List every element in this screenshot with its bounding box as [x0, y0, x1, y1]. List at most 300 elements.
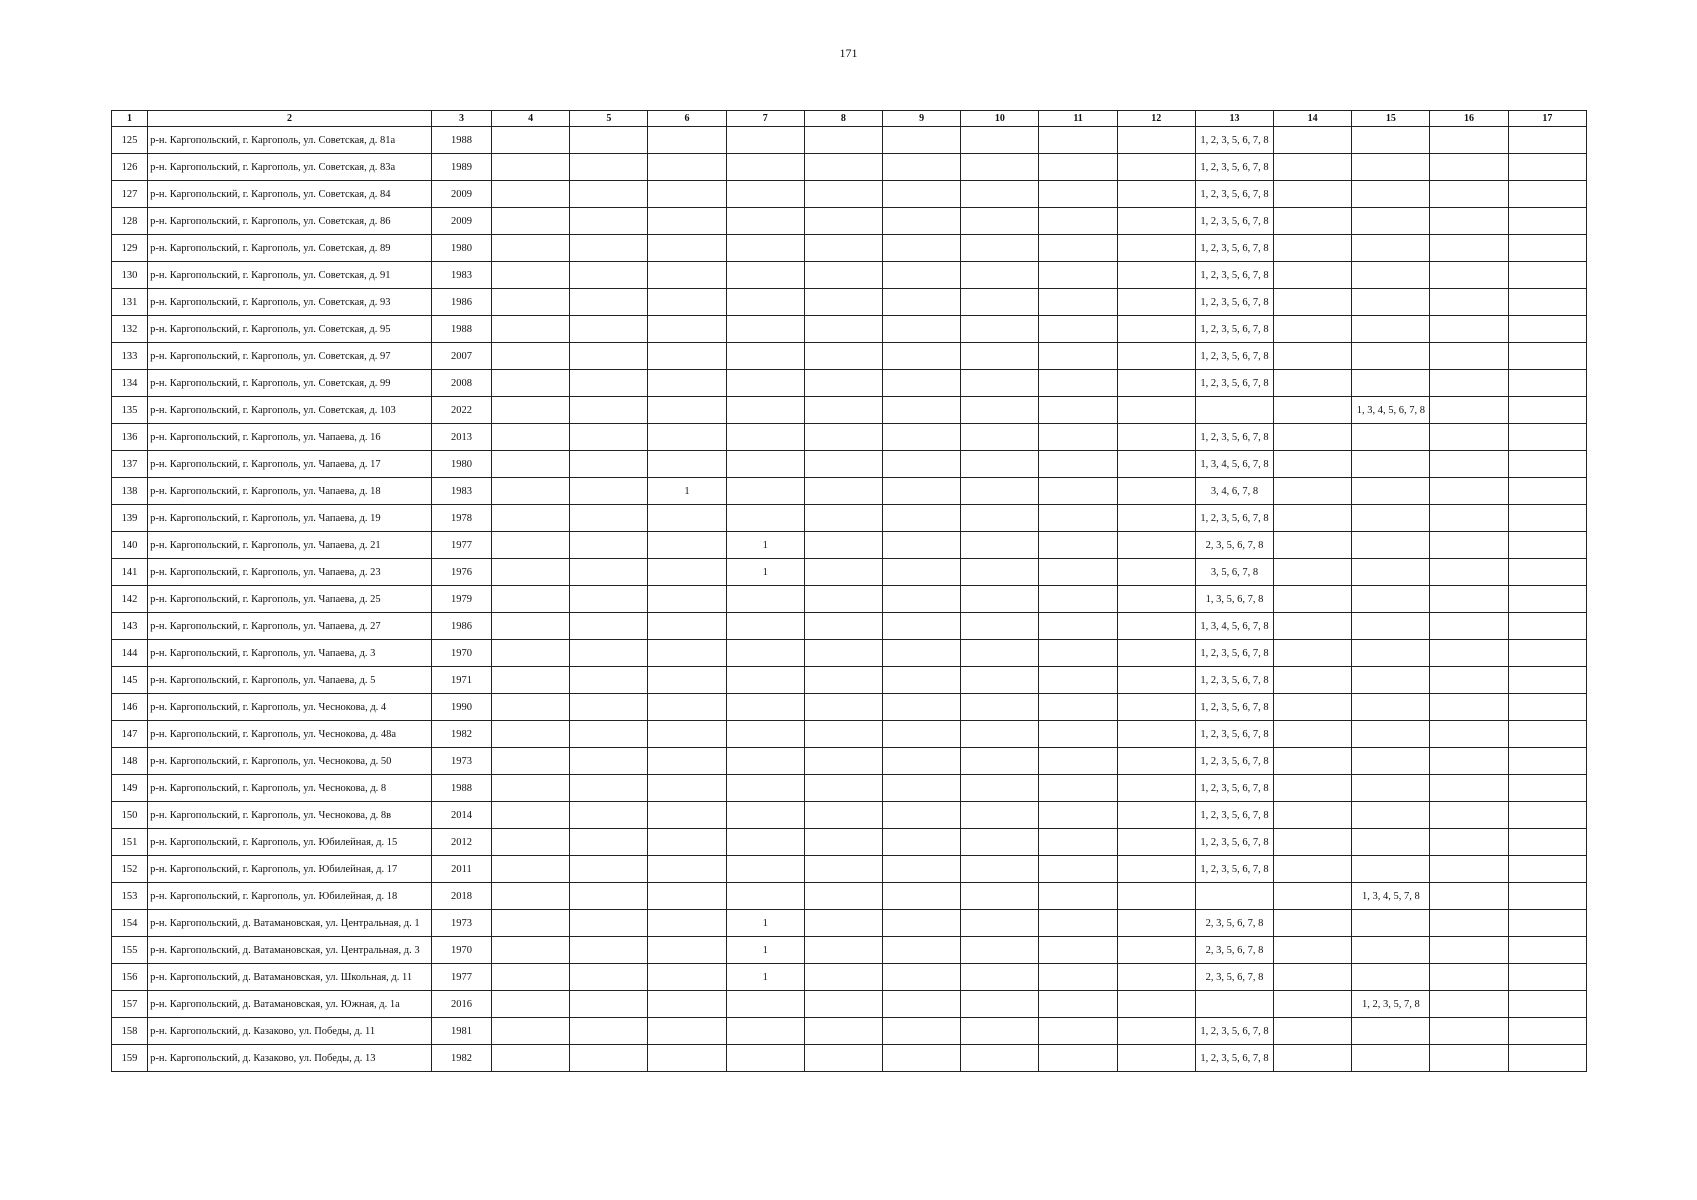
table-row: [112, 1045, 1587, 1072]
col-15-cell: [1352, 586, 1430, 613]
col-4-cell: [492, 478, 570, 505]
col-9-cell: [883, 370, 961, 397]
col-17-cell: [1508, 775, 1586, 802]
column-header-10: 10: [961, 111, 1039, 127]
col-17-cell: [1508, 235, 1586, 262]
col-14-cell: [1274, 748, 1352, 775]
registry-table: [111, 110, 1587, 1072]
year-cell: 1988: [431, 316, 491, 343]
col-16-cell: [1430, 343, 1508, 370]
address-cell: р-н. Каргопольский, г. Каргополь, ул. Советская, д. 99: [148, 370, 432, 397]
address-cell: р-н. Каргопольский, д. Ватамановская, ул. Южная, д. 1а: [148, 991, 432, 1018]
col-10-cell: [961, 694, 1039, 721]
col-4-cell: [492, 181, 570, 208]
row-number: 128: [112, 208, 148, 235]
col-15-cell: [1352, 127, 1430, 154]
col-9-cell: [883, 235, 961, 262]
col-4-cell: [492, 262, 570, 289]
col-12-cell: [1117, 316, 1195, 343]
col-17-cell: [1508, 802, 1586, 829]
col-16-cell: [1430, 559, 1508, 586]
col-7-cell: [726, 856, 804, 883]
col-16-cell: [1430, 1018, 1508, 1045]
year-cell: 1970: [431, 937, 491, 964]
col-15-cell: [1352, 640, 1430, 667]
col-12-cell: [1117, 910, 1195, 937]
table-row: [112, 910, 1587, 937]
col-15-cell: [1352, 154, 1430, 181]
col-17-cell: [1508, 1018, 1586, 1045]
address-cell: р-н. Каргопольский, г. Каргополь, ул. Чеснокова, д. 4: [148, 694, 432, 721]
col-10-cell: [961, 154, 1039, 181]
col-5-cell: [570, 505, 648, 532]
column-header-17: 17: [1508, 111, 1586, 127]
col-5-cell: [570, 154, 648, 181]
col-16-cell: [1430, 505, 1508, 532]
col-4-cell: [492, 235, 570, 262]
year-cell: 2013: [431, 424, 491, 451]
col-11-cell: [1039, 370, 1117, 397]
col-7-cell: [726, 667, 804, 694]
col-10-cell: [961, 343, 1039, 370]
col-8-cell: [804, 208, 882, 235]
col-4-cell: [492, 289, 570, 316]
year-cell: 1989: [431, 154, 491, 181]
col-16-cell: [1430, 181, 1508, 208]
col-17-cell: [1508, 829, 1586, 856]
col-9-cell: [883, 883, 961, 910]
row-number: 146: [112, 694, 148, 721]
col-15-cell: [1352, 667, 1430, 694]
col-10-cell: [961, 613, 1039, 640]
row-number: 132: [112, 316, 148, 343]
col-13-cell: 1, 2, 3, 5, 6, 7, 8: [1195, 289, 1273, 316]
row-number: 159: [112, 1045, 148, 1072]
col-13-cell: [1195, 397, 1273, 424]
col-13-cell: 1, 2, 3, 5, 6, 7, 8: [1195, 235, 1273, 262]
row-number: 157: [112, 991, 148, 1018]
col-12-cell: [1117, 478, 1195, 505]
col-7-cell: [726, 748, 804, 775]
col-14-cell: [1274, 343, 1352, 370]
col-6-cell: [648, 559, 726, 586]
address-cell: р-н. Каргопольский, д. Казаково, ул. Победы, д. 11: [148, 1018, 432, 1045]
col-12-cell: [1117, 343, 1195, 370]
col-10-cell: [961, 937, 1039, 964]
table-row: [112, 424, 1587, 451]
col-12-cell: [1117, 397, 1195, 424]
address-cell: р-н. Каргопольский, г. Каргополь, ул. Чапаева, д. 18: [148, 478, 432, 505]
col-4-cell: [492, 721, 570, 748]
col-8-cell: [804, 856, 882, 883]
col-11-cell: [1039, 775, 1117, 802]
col-12-cell: [1117, 829, 1195, 856]
col-5-cell: [570, 289, 648, 316]
col-14-cell: [1274, 181, 1352, 208]
col-13-cell: 1, 2, 3, 5, 6, 7, 8: [1195, 505, 1273, 532]
col-4-cell: [492, 829, 570, 856]
col-8-cell: [804, 613, 882, 640]
col-16-cell: [1430, 478, 1508, 505]
col-15-cell: 1, 2, 3, 5, 7, 8: [1352, 991, 1430, 1018]
col-6-cell: 1: [648, 478, 726, 505]
col-6-cell: [648, 451, 726, 478]
year-cell: 1977: [431, 532, 491, 559]
col-14-cell: [1274, 1045, 1352, 1072]
row-number: 131: [112, 289, 148, 316]
col-16-cell: [1430, 154, 1508, 181]
table-row: [112, 964, 1587, 991]
col-8-cell: [804, 235, 882, 262]
col-5-cell: [570, 991, 648, 1018]
col-13-cell: 3, 5, 6, 7, 8: [1195, 559, 1273, 586]
col-6-cell: [648, 343, 726, 370]
col-4-cell: [492, 667, 570, 694]
col-4-cell: [492, 748, 570, 775]
col-11-cell: [1039, 829, 1117, 856]
col-13-cell: 1, 2, 3, 5, 6, 7, 8: [1195, 154, 1273, 181]
col-12-cell: [1117, 451, 1195, 478]
col-17-cell: [1508, 127, 1586, 154]
col-10-cell: [961, 505, 1039, 532]
col-14-cell: [1274, 127, 1352, 154]
address-cell: р-н. Каргопольский, г. Каргополь, ул. Чеснокова, д. 50: [148, 748, 432, 775]
col-5-cell: [570, 127, 648, 154]
year-cell: 2008: [431, 370, 491, 397]
col-9-cell: [883, 505, 961, 532]
col-14-cell: [1274, 856, 1352, 883]
col-16-cell: [1430, 424, 1508, 451]
col-14-cell: [1274, 397, 1352, 424]
col-6-cell: [648, 910, 726, 937]
col-7-cell: [726, 262, 804, 289]
col-13-cell: 1, 2, 3, 5, 6, 7, 8: [1195, 721, 1273, 748]
col-11-cell: [1039, 127, 1117, 154]
col-7-cell: [726, 127, 804, 154]
col-11-cell: [1039, 289, 1117, 316]
col-4-cell: [492, 127, 570, 154]
col-5-cell: [570, 694, 648, 721]
col-15-cell: [1352, 775, 1430, 802]
row-number: 150: [112, 802, 148, 829]
col-14-cell: [1274, 505, 1352, 532]
col-5-cell: [570, 883, 648, 910]
col-5-cell: [570, 802, 648, 829]
table-row: [112, 262, 1587, 289]
col-4-cell: [492, 370, 570, 397]
col-12-cell: [1117, 964, 1195, 991]
col-9-cell: [883, 640, 961, 667]
col-12-cell: [1117, 1045, 1195, 1072]
col-12-cell: [1117, 667, 1195, 694]
col-6-cell: [648, 586, 726, 613]
row-number: 125: [112, 127, 148, 154]
col-7-cell: 1: [726, 910, 804, 937]
col-13-cell: 1, 2, 3, 5, 6, 7, 8: [1195, 802, 1273, 829]
col-14-cell: [1274, 532, 1352, 559]
col-12-cell: [1117, 613, 1195, 640]
col-9-cell: [883, 1018, 961, 1045]
col-12-cell: [1117, 559, 1195, 586]
col-8-cell: [804, 937, 882, 964]
col-10-cell: [961, 640, 1039, 667]
col-4-cell: [492, 802, 570, 829]
col-15-cell: [1352, 316, 1430, 343]
col-10-cell: [961, 397, 1039, 424]
col-9-cell: [883, 532, 961, 559]
col-10-cell: [961, 586, 1039, 613]
table-row: [112, 289, 1587, 316]
col-12-cell: [1117, 532, 1195, 559]
col-11-cell: [1039, 910, 1117, 937]
col-10-cell: [961, 775, 1039, 802]
col-10-cell: [961, 262, 1039, 289]
col-9-cell: [883, 1045, 961, 1072]
col-4-cell: [492, 883, 570, 910]
address-cell: р-н. Каргопольский, г. Каргополь, ул. Советская, д. 91: [148, 262, 432, 289]
col-8-cell: [804, 640, 882, 667]
col-7-cell: [726, 1045, 804, 1072]
table-row: [112, 721, 1587, 748]
column-header-15: 15: [1352, 111, 1430, 127]
col-12-cell: [1117, 424, 1195, 451]
col-16-cell: [1430, 667, 1508, 694]
table-row: [112, 370, 1587, 397]
col-16-cell: [1430, 451, 1508, 478]
col-11-cell: [1039, 181, 1117, 208]
col-15-cell: [1352, 343, 1430, 370]
col-11-cell: [1039, 154, 1117, 181]
table-row: [112, 1018, 1587, 1045]
col-7-cell: [726, 1018, 804, 1045]
address-cell: р-н. Каргопольский, г. Каргополь, ул. Чапаева, д. 19: [148, 505, 432, 532]
col-10-cell: [961, 478, 1039, 505]
col-10-cell: [961, 883, 1039, 910]
col-17-cell: [1508, 667, 1586, 694]
col-11-cell: [1039, 235, 1117, 262]
col-10-cell: [961, 748, 1039, 775]
address-cell: р-н. Каргопольский, г. Каргополь, ул. Чеснокова, д. 48а: [148, 721, 432, 748]
col-14-cell: [1274, 559, 1352, 586]
col-9-cell: [883, 856, 961, 883]
col-5-cell: [570, 397, 648, 424]
address-cell: р-н. Каргопольский, д. Казаково, ул. Победы, д. 13: [148, 1045, 432, 1072]
col-15-cell: [1352, 478, 1430, 505]
col-16-cell: [1430, 991, 1508, 1018]
col-6-cell: [648, 397, 726, 424]
col-10-cell: [961, 127, 1039, 154]
col-12-cell: [1117, 856, 1195, 883]
col-12-cell: [1117, 127, 1195, 154]
col-6-cell: [648, 181, 726, 208]
col-14-cell: [1274, 154, 1352, 181]
address-cell: р-н. Каргопольский, г. Каргополь, ул. Советская, д. 103: [148, 397, 432, 424]
col-9-cell: [883, 262, 961, 289]
col-5-cell: [570, 343, 648, 370]
col-8-cell: [804, 586, 882, 613]
col-11-cell: [1039, 964, 1117, 991]
col-9-cell: [883, 181, 961, 208]
col-8-cell: [804, 910, 882, 937]
year-cell: 1988: [431, 127, 491, 154]
year-cell: 1983: [431, 262, 491, 289]
col-8-cell: [804, 478, 882, 505]
col-16-cell: [1430, 532, 1508, 559]
col-9-cell: [883, 289, 961, 316]
col-14-cell: [1274, 235, 1352, 262]
col-7-cell: [726, 154, 804, 181]
col-4-cell: [492, 532, 570, 559]
col-9-cell: [883, 559, 961, 586]
col-14-cell: [1274, 910, 1352, 937]
table-row: [112, 208, 1587, 235]
table-body: [112, 127, 1587, 1072]
col-9-cell: [883, 775, 961, 802]
col-16-cell: [1430, 883, 1508, 910]
col-9-cell: [883, 748, 961, 775]
col-15-cell: [1352, 505, 1430, 532]
col-17-cell: [1508, 154, 1586, 181]
col-6-cell: [648, 262, 726, 289]
col-10-cell: [961, 235, 1039, 262]
col-17-cell: [1508, 316, 1586, 343]
col-14-cell: [1274, 316, 1352, 343]
col-9-cell: [883, 991, 961, 1018]
col-4-cell: [492, 424, 570, 451]
col-14-cell: [1274, 667, 1352, 694]
col-15-cell: [1352, 208, 1430, 235]
col-6-cell: [648, 370, 726, 397]
col-14-cell: [1274, 721, 1352, 748]
table-row: [112, 181, 1587, 208]
col-10-cell: [961, 829, 1039, 856]
col-14-cell: [1274, 883, 1352, 910]
col-7-cell: [726, 694, 804, 721]
col-17-cell: [1508, 910, 1586, 937]
col-9-cell: [883, 667, 961, 694]
col-5-cell: [570, 775, 648, 802]
address-cell: р-н. Каргопольский, г. Каргополь, ул. Советская, д. 84: [148, 181, 432, 208]
col-7-cell: [726, 883, 804, 910]
col-5-cell: [570, 262, 648, 289]
year-cell: 2014: [431, 802, 491, 829]
col-4-cell: [492, 397, 570, 424]
col-10-cell: [961, 532, 1039, 559]
col-4-cell: [492, 1045, 570, 1072]
table-row: [112, 478, 1587, 505]
table-row: [112, 451, 1587, 478]
col-17-cell: [1508, 721, 1586, 748]
col-15-cell: [1352, 937, 1430, 964]
col-7-cell: 1: [726, 964, 804, 991]
col-16-cell: [1430, 856, 1508, 883]
col-14-cell: [1274, 370, 1352, 397]
col-16-cell: [1430, 1045, 1508, 1072]
address-cell: р-н. Каргопольский, г. Каргополь, ул. Юбилейная, д. 17: [148, 856, 432, 883]
col-4-cell: [492, 775, 570, 802]
col-13-cell: 1, 2, 3, 5, 6, 7, 8: [1195, 181, 1273, 208]
col-14-cell: [1274, 829, 1352, 856]
col-11-cell: [1039, 532, 1117, 559]
col-13-cell: 2, 3, 5, 6, 7, 8: [1195, 964, 1273, 991]
row-number: 148: [112, 748, 148, 775]
col-15-cell: [1352, 856, 1430, 883]
col-16-cell: [1430, 964, 1508, 991]
col-16-cell: [1430, 235, 1508, 262]
col-5-cell: [570, 964, 648, 991]
col-17-cell: [1508, 1045, 1586, 1072]
col-14-cell: [1274, 640, 1352, 667]
col-8-cell: [804, 964, 882, 991]
col-13-cell: 1, 2, 3, 5, 6, 7, 8: [1195, 856, 1273, 883]
table-row: [112, 775, 1587, 802]
col-16-cell: [1430, 802, 1508, 829]
col-9-cell: [883, 451, 961, 478]
col-16-cell: [1430, 613, 1508, 640]
col-13-cell: 1, 2, 3, 5, 6, 7, 8: [1195, 1045, 1273, 1072]
col-13-cell: [1195, 991, 1273, 1018]
col-4-cell: [492, 991, 570, 1018]
col-14-cell: [1274, 208, 1352, 235]
column-header-1: 1: [112, 111, 148, 127]
col-11-cell: [1039, 721, 1117, 748]
column-header-7: 7: [726, 111, 804, 127]
col-5-cell: [570, 424, 648, 451]
col-6-cell: [648, 721, 726, 748]
table-row: [112, 127, 1587, 154]
col-6-cell: [648, 829, 726, 856]
col-4-cell: [492, 694, 570, 721]
col-5-cell: [570, 451, 648, 478]
col-11-cell: [1039, 208, 1117, 235]
col-17-cell: [1508, 640, 1586, 667]
address-cell: р-н. Каргопольский, г. Каргополь, ул. Советская, д. 83а: [148, 154, 432, 181]
col-14-cell: [1274, 775, 1352, 802]
col-16-cell: [1430, 640, 1508, 667]
col-13-cell: 2, 3, 5, 6, 7, 8: [1195, 532, 1273, 559]
year-cell: 1976: [431, 559, 491, 586]
col-17-cell: [1508, 262, 1586, 289]
col-7-cell: [726, 991, 804, 1018]
col-17-cell: [1508, 586, 1586, 613]
year-cell: 1971: [431, 667, 491, 694]
table-row: [112, 694, 1587, 721]
col-8-cell: [804, 775, 882, 802]
row-number: 127: [112, 181, 148, 208]
col-14-cell: [1274, 451, 1352, 478]
col-15-cell: [1352, 613, 1430, 640]
col-17-cell: [1508, 370, 1586, 397]
address-cell: р-н. Каргопольский, г. Каргополь, ул. Чеснокова, д. 8: [148, 775, 432, 802]
col-13-cell: 1, 2, 3, 5, 6, 7, 8: [1195, 343, 1273, 370]
address-cell: р-н. Каргопольский, г. Каргополь, ул. Чапаева, д. 23: [148, 559, 432, 586]
table-row: [112, 802, 1587, 829]
col-7-cell: [726, 802, 804, 829]
col-5-cell: [570, 829, 648, 856]
col-14-cell: [1274, 991, 1352, 1018]
col-12-cell: [1117, 235, 1195, 262]
column-header-8: 8: [804, 111, 882, 127]
col-12-cell: [1117, 1018, 1195, 1045]
header-row: [112, 111, 1587, 127]
col-12-cell: [1117, 640, 1195, 667]
col-5-cell: [570, 235, 648, 262]
year-cell: 1970: [431, 640, 491, 667]
row-number: 149: [112, 775, 148, 802]
col-13-cell: 1, 2, 3, 5, 6, 7, 8: [1195, 694, 1273, 721]
col-6-cell: [648, 208, 726, 235]
col-6-cell: [648, 667, 726, 694]
